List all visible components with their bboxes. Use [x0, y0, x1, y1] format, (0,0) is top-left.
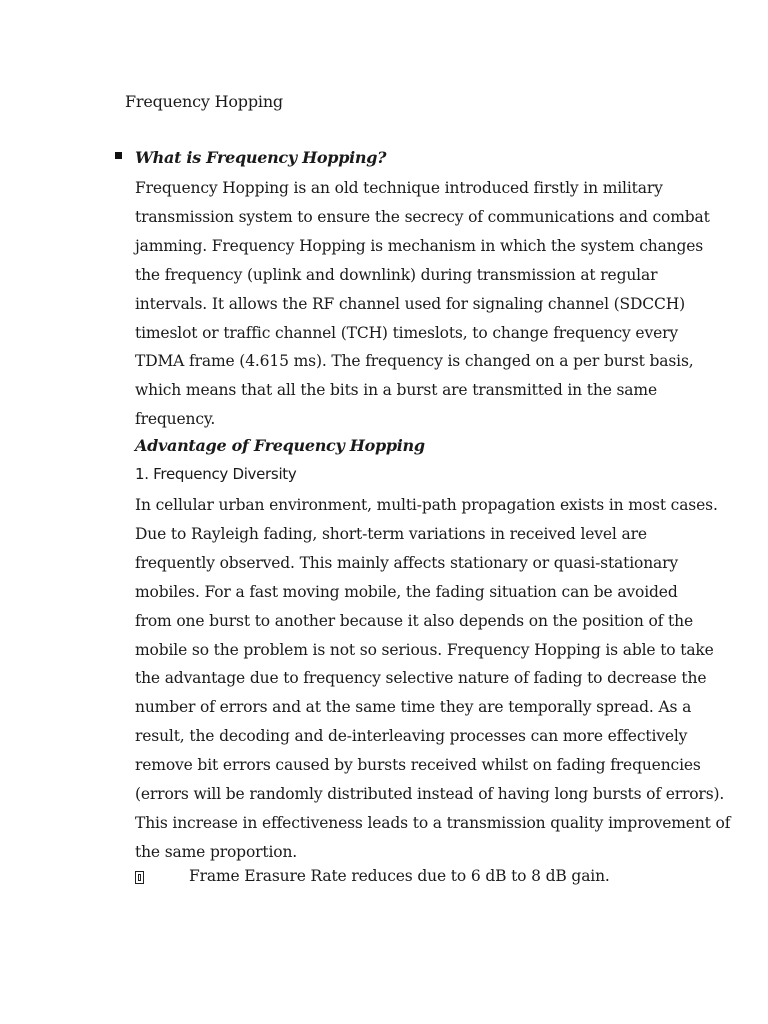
paragraph-line: mobile so the problem is not so serious. Frequency Hopping is able to take: [135, 640, 714, 659]
paragraph-line: In cellular urban environment, multi-path propagation exists in most cases.: [135, 496, 718, 514]
diversity-paragraph: [135, 491, 731, 867]
paragraph-line: Frequency Hopping is an old technique introduced firstly in military: [135, 179, 663, 197]
paragraph-line: number of errors and at the same time they are temporally spread. As a: [135, 698, 692, 717]
missing-glyph-icon: [135, 871, 144, 884]
list-item-text: Frame Erasure Rate reduces due to 6 dB to 8 dB gain.: [189, 867, 610, 885]
paragraph-line: from one burst to another because it also depends on the position of the: [135, 611, 693, 630]
paragraph-line: mobiles. For a fast moving mobile, the fading situation can be avoided: [135, 582, 678, 601]
paragraph-line: frequency.: [135, 410, 216, 429]
paragraph-line: (errors will be randomly distributed instead of having long bursts of errors).: [135, 785, 725, 804]
paragraph-line: Due to Rayleigh fading, short-term variations in received level are: [135, 524, 647, 543]
paragraph-line: which means that all the bits in a burst are transmitted in the same: [135, 381, 657, 400]
paragraph-line: remove bit errors caused by bursts received whilst on fading frequencies: [135, 756, 701, 775]
document-title: Frequency Hopping: [125, 92, 283, 111]
list-item: [135, 867, 695, 891]
paragraph-line: timeslot or traffic channel (TCH) timeslots, to change frequency every: [135, 323, 678, 342]
paragraph-line: jamming. Frequency Hopping is mechanism in which the system changes: [135, 236, 704, 255]
paragraph-line: the same proportion.: [135, 842, 298, 861]
paragraph-line: TDMA frame (4.615 ms). The frequency is changed on a per burst basis,: [135, 352, 694, 371]
paragraph-line: transmission system to ensure the secrecy of communications and combat: [135, 207, 710, 226]
paragraph-line: result, the decoding and de-interleaving processes can more effectively: [135, 727, 688, 746]
frequency-diversity-heading: 1. Frequency Diversity: [135, 465, 297, 483]
paragraph-line: intervals. It allows the RF channel used for signaling channel (SDCCH): [135, 294, 685, 313]
square-bullet-icon: [115, 152, 122, 159]
section-heading-text: What is Frequency Hopping?: [135, 148, 387, 167]
paragraph-line: frequently observed. This mainly affects stationary or quasi-stationary: [135, 553, 679, 572]
advantage-heading: Advantage of Frequency Hopping: [135, 436, 425, 455]
paragraph-line: the advantage due to frequency selective nature of fading to decrease the: [135, 669, 707, 688]
definition-paragraph: [135, 174, 710, 434]
paragraph-line: the frequency (uplink and downlink) during transmission at regular: [135, 265, 658, 284]
paragraph-line: This increase in effectiveness leads to a transmission quality improvement of: [135, 813, 731, 832]
section-heading: [115, 148, 675, 170]
